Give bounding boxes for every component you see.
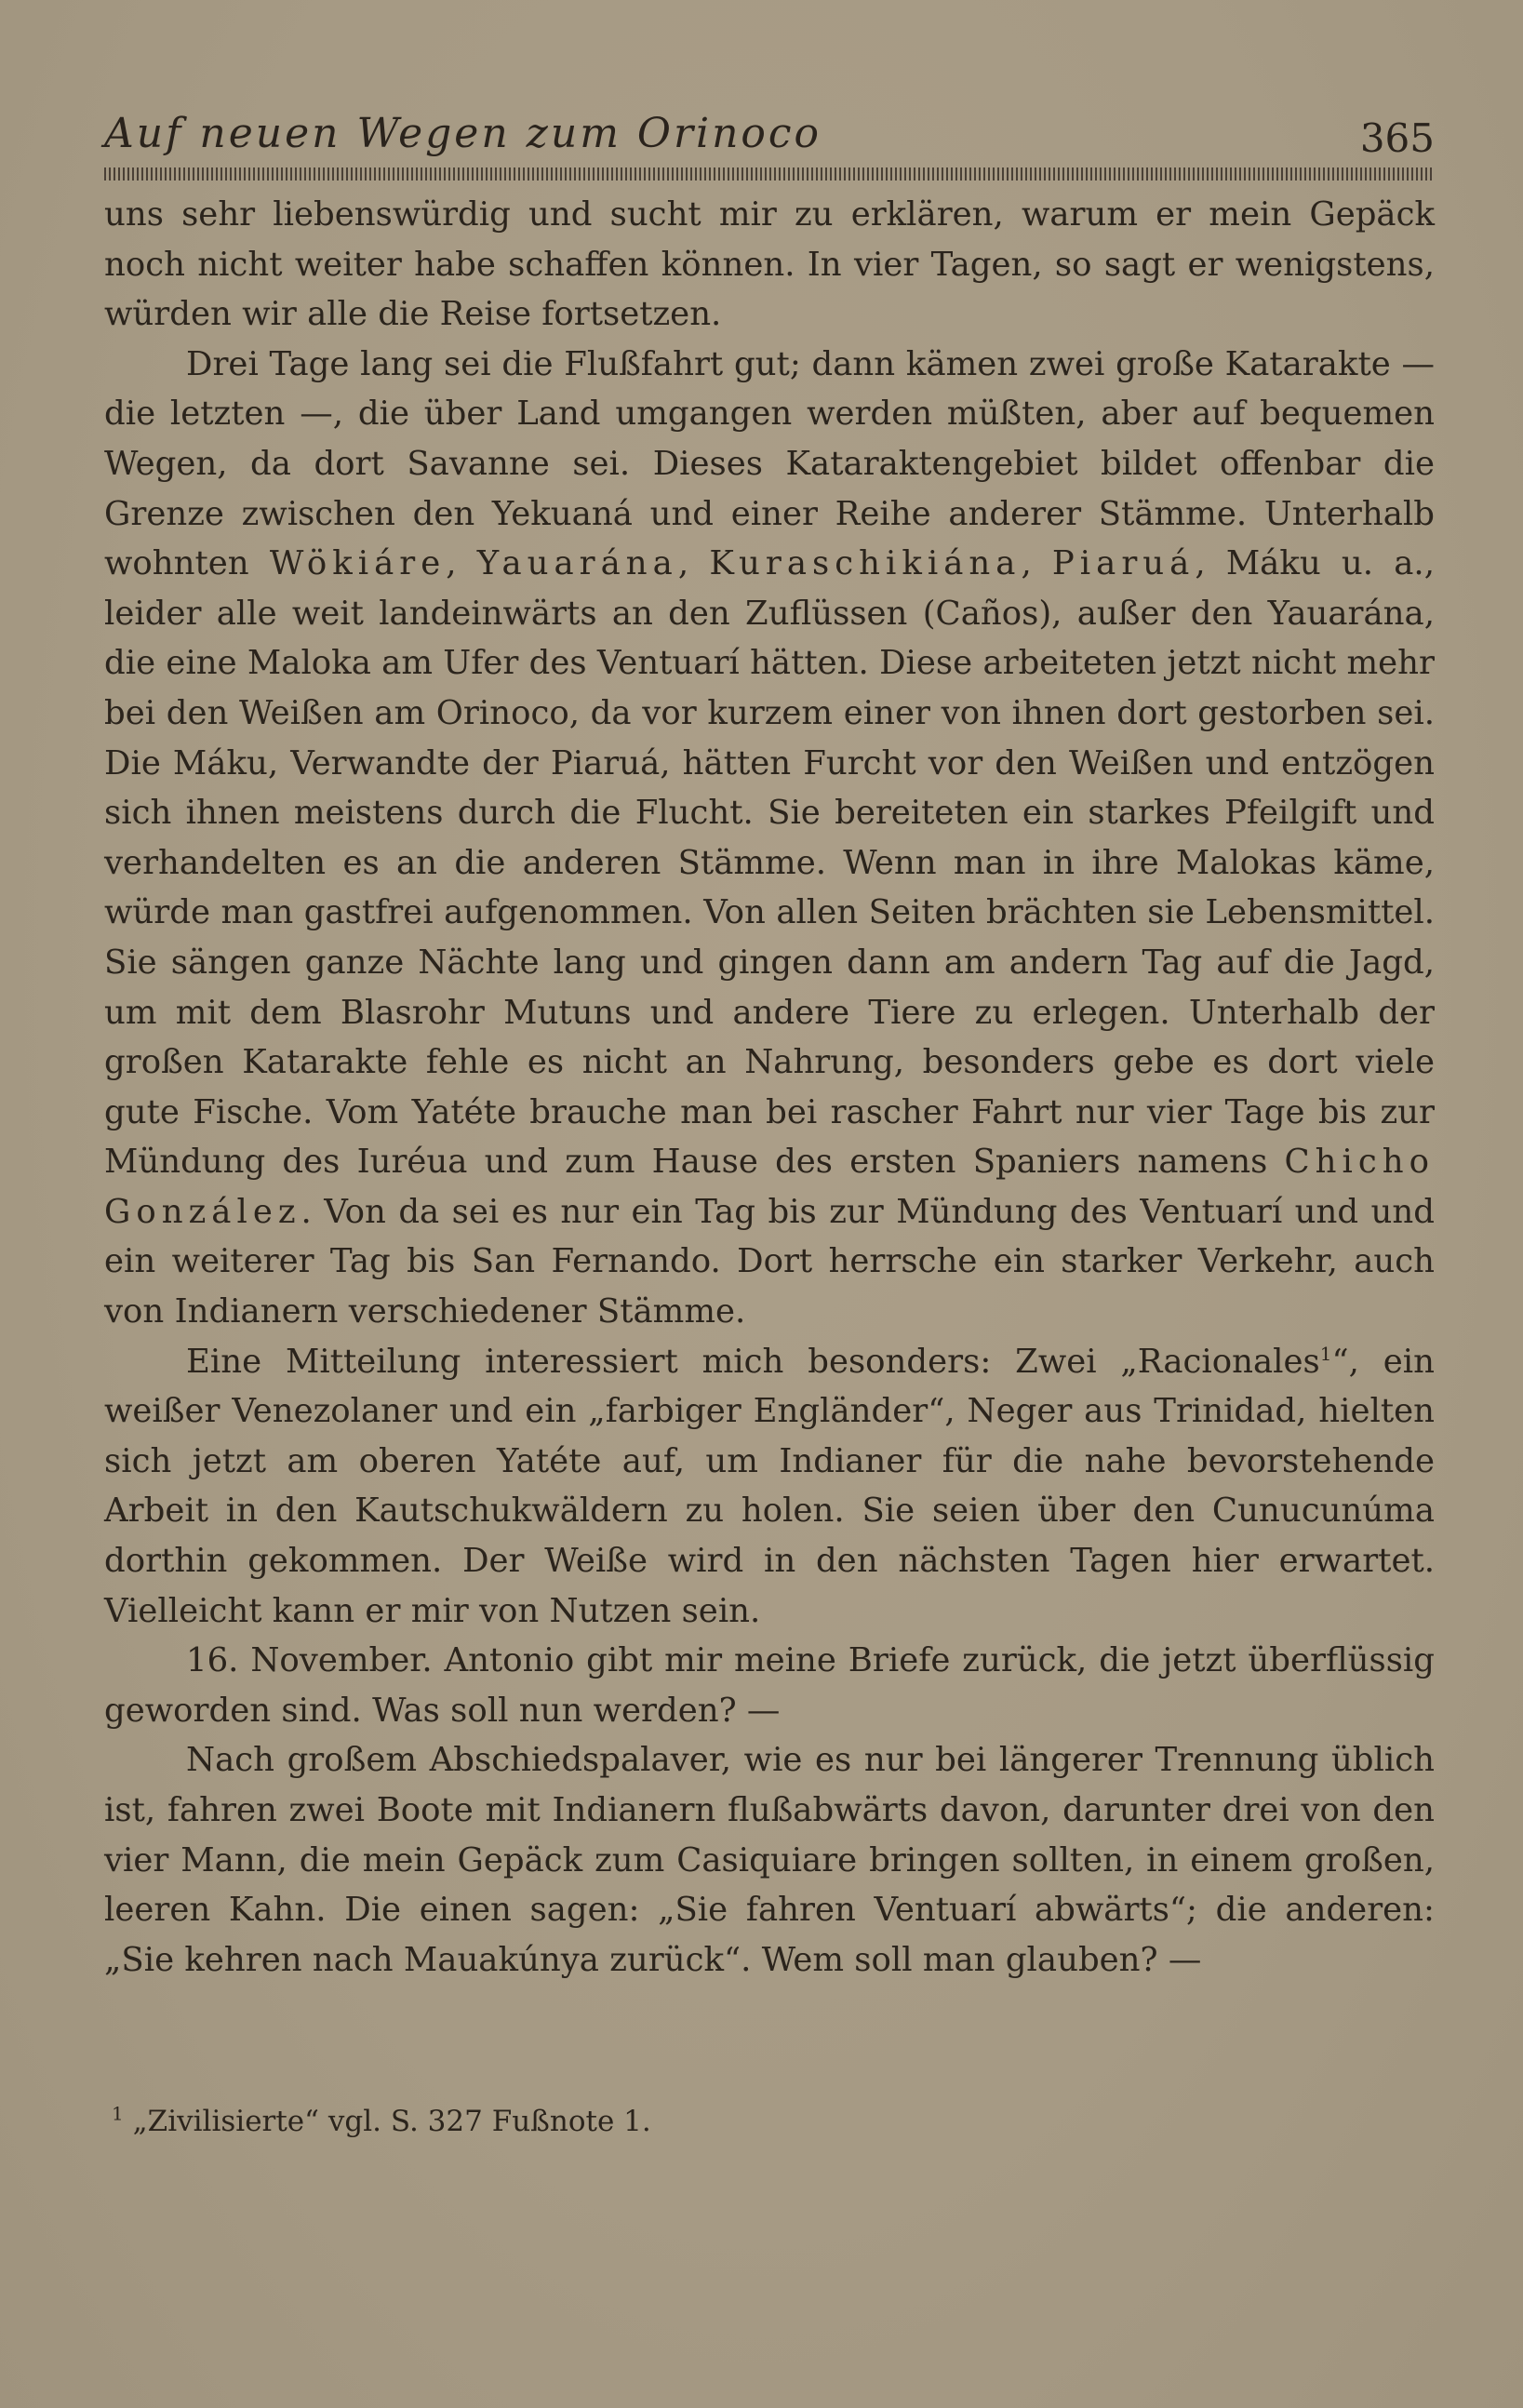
tribe-name: Kuraschikiána [709,544,1022,583]
paragraph-text: uns sehr liebenswürdig und sucht mir zu erklären, warum er mein Gepäck noch nicht weiter habe schaffen können. In vier Tagen, so sagt er wenigstens, würden wir alle die Reise fortsetzen. [104,195,1435,334]
person-name: Chicho González [104,1143,1435,1231]
paragraph-text: “, ein weißer Venezolaner und ein „farbiger Engländer“, Neger aus Trinidad, hielten sich jetzt am oberen Yatéte auf, um Indianer für die nahe bevorstehende Arbeit in den Kautschukwäldern zu holen. Sie seien über den Cunucunúma dorthin gekommen. Der Weiße wird in den nächsten Tagen hier erwartet. Vielleicht kann er mir von Nutzen sein. [104,1342,1435,1630]
paragraph-text: . Von da sei es nur ein Tag bis zur Mündung des Ventuarí und und ein weiterer Tag bis San Fernando. Dort herrsche ein starker Verkehr, auch von Indianern verschiedener Stämme. [104,1192,1435,1331]
paragraph-2: Drei Tage lang sei die Flußfahrt gut; dann kämen zwei große Katarakte — die letzten —, die über Land umgangen werden müßten, aber auf bequemen Wegen, da dort Savanne sei. Dieses Kataraktengebiet bildet offenbar die Grenze zwischen den Yekuaná und einer Reihe anderer Stämme. Unterhalb wohnten Wökiáre, Yauarána, Kuraschikiána, Piaruá, Máku u. a., leider alle weit landeinwärts an den Zuflüssen (Caños), außer den Yauarána, die eine Maloka am Ufer des Ventuarí hätten. Diese arbeiteten jetzt nicht mehr bei den Weißen am Orinoco, da vor kurzem einer von ihnen dort gestorben sei. Die Máku, Verwandte der Piaruá, hätten Furcht vor den Weißen und entzögen sich ihnen meistens durch die Flucht. Sie bereiteten ein starkes Pfeilgift und verhandelten es an die anderen Stämme. Wenn man in ihre Malokas käme, würde man gastfrei aufgenommen. Von allen Seiten brächten sie Lebensmittel. Sie sängen ganze Nächte lang und gingen dann am andern Tag auf die Jagd, um mit dem Blasrohr Mutuns und andere Tiere zu erlegen. Unterhalb der großen Katarakte fehle es nicht an Nahrung, besonders gebe es dort viele gute Fische. Vom Yatéte brauche man bei rascher Fahrt nur vier Tage bis zur Mündung des Iuréua und zum Hause des ersten Spaniers namens Chicho González. Von da sei es nur ein Tag bis zur Mündung des Ventuarí und und ein weiterer Tag bis San Fernando. Dort herrsche ein starker Verkehr, auch von Indianern verschiedener Stämme. [104,344,1435,1331]
tribe-name: Wökiáre [269,544,447,583]
paragraph-5 [104,1735,1435,1985]
footnote-reference: 1 [1319,1342,1332,1365]
tribe-name: Yauarána [476,544,678,583]
footnote-text: „Zivilisierte“ vgl. S. 327 Fußnote 1. [132,2105,651,2138]
paragraph-text: u. a., leider alle weit landeinwärts an den Zuflüssen (Caños), außer den Yauarána, die eine Maloka am Ufer des Ventuarí hätten. Diese arbeiteten jetzt nicht mehr bei den Weißen am Orinoco, da vor kurzem einer von ihnen dort gestorben sei. Die Máku, Verwandte der Piaruá, hätten Furcht vor den Weißen und entzögen sich ihnen meistens durch die Flucht. Sie bereiteten ein starkes Pfeilgift und verhandelten es an die anderen Stämme. Wenn man in ihre Malokas käme, würde man gastfrei aufgenommen. Von allen Seiten brächten sie Lebensmittel. Sie sängen ganze Nächte lang und gingen dann am andern Tag auf die Jagd, um mit dem Blasrohr Mutuns und andere Tiere zu erlegen. Unterhalb der großen Katarakte fehle es nicht an Nahrung, besonders gebe es dort viele gute Fische. Vom Yatéte brauche man bei rascher Fahrt nur vier Tage bis zur Mündung des Iuréua und zum Hause des ersten Spaniers namens [104,544,1435,1182]
footnote-marker: 1 [112,2102,124,2125]
paragraph-text: Eine Mitteilung interessiert mich besonders: Zwei „Racionales [186,1342,1320,1381]
tribe-name: Piaruá [1051,544,1196,583]
tribe-name: Máku [1225,544,1321,583]
paragraph-4 [104,1636,1435,1735]
paragraph-text: 16. November. Antonio gibt mir meine Briefe zurück, die jetzt überflüssig geworden sind. Was soll nun werden? — [104,1641,1435,1730]
page-header [104,110,1435,166]
running-title: Auf neuen Wegen zum Orinoco [104,110,822,157]
paragraph-3 [104,1337,1435,1637]
header-rule [104,167,1435,181]
paragraph-text: Nach großem Abschiedspalaver, wie es nur bei längerer Trennung üblich ist, fahren zwei Boote mit Indianern flußabwärts davon, darunter drei von den vier Mann, die mein Gepäck zum Casiquiare bringen sollten, in einem großen, leeren Kahn. Die einen sagen: „Sie fahren Ventuarí abwärts“; die anderen: „Sie kehren nach Mauakúnya zurück“. Wem soll man glauben? — [104,1741,1435,1979]
paragraph-text: Drei Tage lang sei die Flußfahrt gut; dann kämen zwei große Katarakte — die letzten —, die über Land umgangen werden müßten, aber auf bequemen Wegen, da dort Savanne sei. Dieses Kataraktengebiet bildet offenbar die Grenze zwischen den Yekuaná und einer Reihe anderer Stämme. Unterhalb wohnten [104,344,1435,583]
page-number: 365 [1359,115,1435,161]
paragraph-1 [104,190,1435,340]
footnote [112,2101,651,2142]
body-text [104,190,1435,1985]
